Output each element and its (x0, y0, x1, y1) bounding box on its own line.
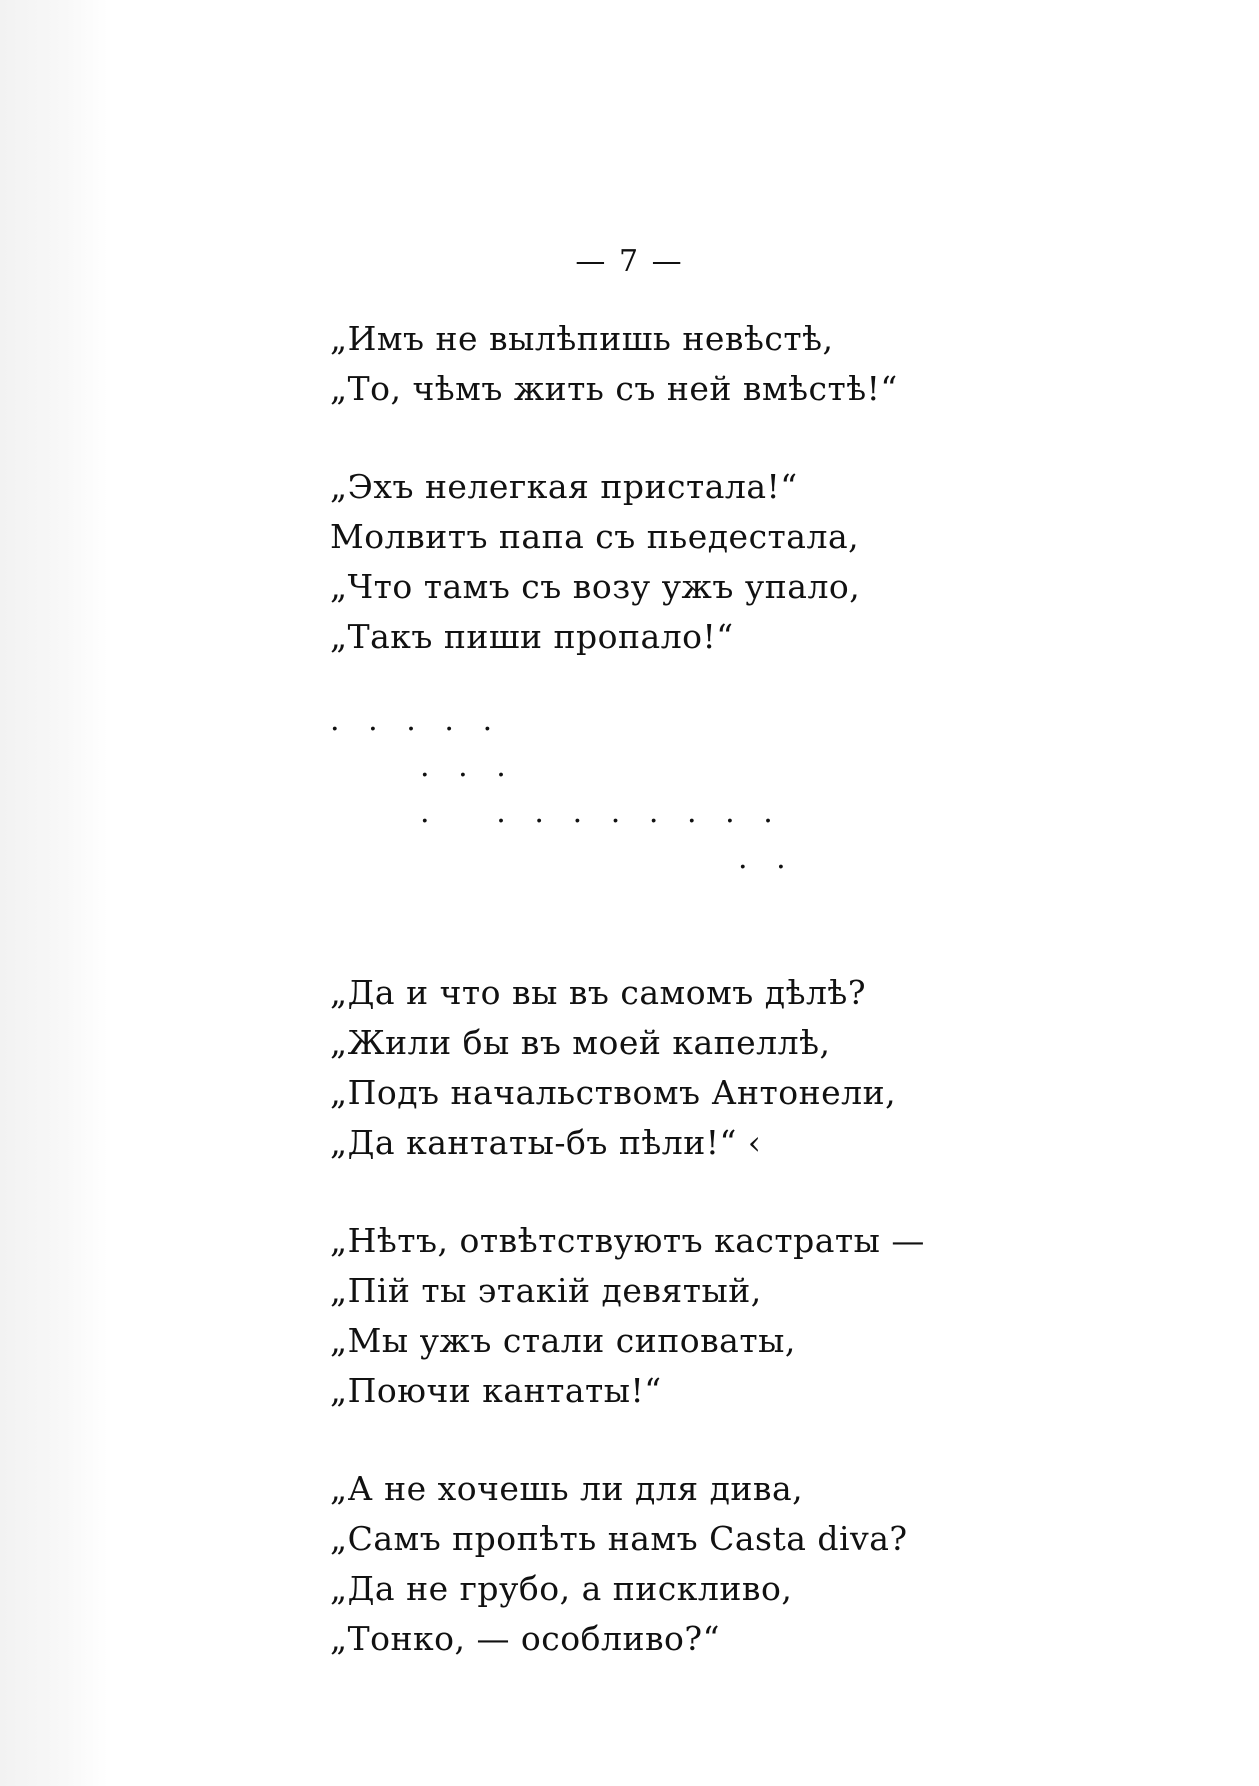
stanza-2 (330, 462, 1210, 662)
omission-row: . . . (420, 749, 506, 784)
omission-row: . . (738, 841, 786, 876)
verse-line: „Пій ты этакій девятый, (330, 1271, 762, 1310)
stanza-5 (330, 1464, 1210, 1664)
verse-line: „Тонко, — особливо?“ (330, 1619, 720, 1658)
verse-line: „Нѣтъ, отвѣтствуютъ кастраты — (330, 1221, 925, 1260)
verse-line: „Что тамъ съ возу ужъ упало, (330, 567, 861, 606)
stanza-1 (330, 314, 1210, 414)
verse-line: „Самъ пропѣть намъ Casta diva? (330, 1519, 908, 1558)
stanza-3 (330, 968, 1210, 1168)
verse-line: Молвитъ папа съ пьедестала, (330, 517, 860, 556)
verse-line: „Имъ не вылѣпишь невѣстѣ, (330, 319, 834, 358)
verse-line: „Да и что вы въ самомъ дѣлѣ? (330, 973, 867, 1012)
verse-line: „Такъ пиши пропало!“ (330, 617, 734, 656)
verse-line: „Да не грубо, а пискливо, (330, 1569, 793, 1608)
verse-line: „Мы ужъ стали сиповаты, (330, 1321, 796, 1360)
verse-line: „А не хочешь ли для дива, (330, 1469, 804, 1508)
omission-row: . . . . . (330, 703, 493, 738)
verse-line: „То, чѣмъ жить съ ней вмѣстѣ!“ (330, 369, 898, 408)
page-number: — 7 — (575, 244, 684, 279)
poem-text (330, 314, 1210, 1664)
stanza-4 (330, 1216, 1210, 1416)
omission-row: . . . . . . . . . (420, 795, 773, 830)
verse-line: „Подъ начальствомъ Антонели, (330, 1073, 897, 1112)
verse-line: „Да кантаты-бъ пѣли!“ ‹ (330, 1123, 762, 1162)
verse-line: „Поючи кантаты!“ (330, 1371, 662, 1410)
verse-line: „Эхъ нелегкая пристала!“ (330, 467, 798, 506)
verse-line: „Жили бы въ моей капеллѣ, (330, 1023, 831, 1062)
omission-marks (330, 703, 1210, 906)
